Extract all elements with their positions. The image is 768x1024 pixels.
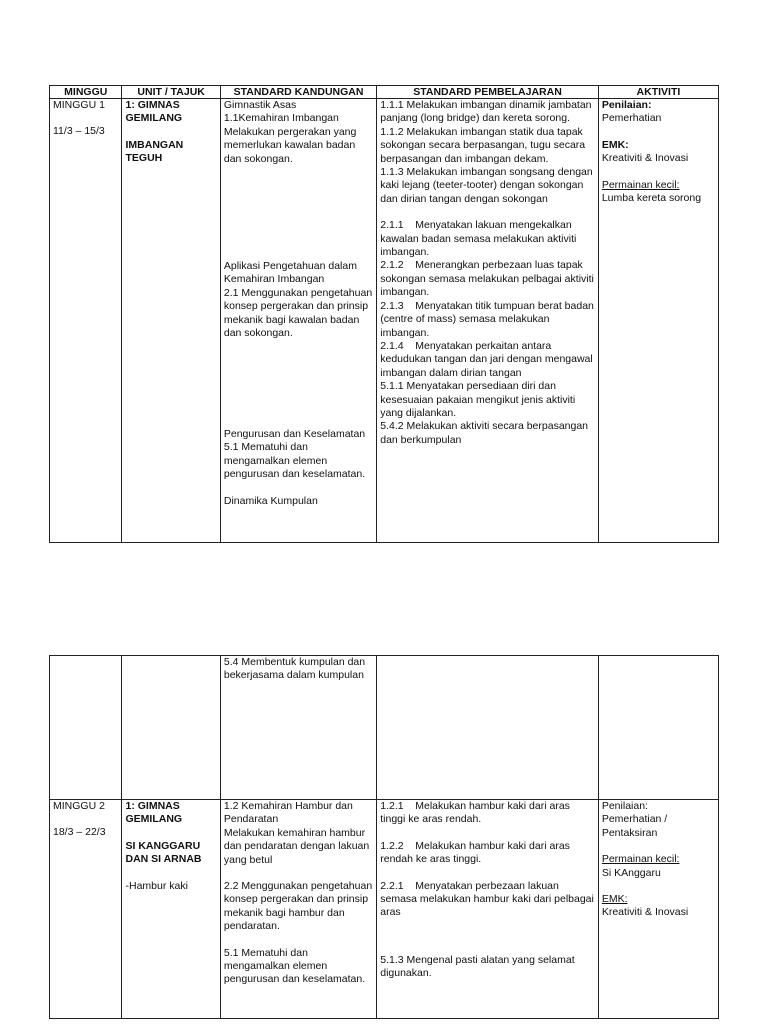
sk-block: Aplikasi Pengetahuan dalam Kemahiran Imbangan 2.1 Menggunakan pengetahuan konsep pergerakan dan prinsip mekanik bagi kawalan badan dan sokongan. (223, 260, 373, 340)
standard-pembelajaran-cell (377, 656, 599, 800)
sp-block: 1.1.1 Melakukan imbangan dinamik jambatan panjang (long bridge) dan kereta sorong. 1.1.2 Melakukan imbangan statik dua tapak sokongan secara berpasangan, tugu secara berpasangan dan imbangan dekam. 1.1.3 Melakukan imbangan songsang dengan kaki lejang (teeter-tooter) dengan sokongan dan dirian tangan dengan sokongan (380, 99, 593, 205)
topic-title: IMBANGAN TEGUH (125, 138, 184, 165)
standard-pembelajaran-cell (377, 800, 599, 1019)
emk-label: EMK: (601, 138, 629, 151)
subtopic: -Hambur kaki (125, 879, 188, 892)
unit-title: 1: GIMNAS GEMILANG (125, 800, 183, 826)
standard-kandungan-cell (220, 800, 376, 1019)
penilaian-value: Pemerhatian (601, 112, 662, 125)
sk-block: 5.1 Mematuhi dan mengamalkan elemen pengurusan dan keselamatan. (223, 946, 366, 986)
minggu-cell (50, 800, 122, 1019)
sp-block: 1.2.2 Melakukan hambur kaki dari aras rendah ke aras tinggi. (380, 839, 573, 866)
sk-block: 5.4 Membentuk kumpulan dan bekerjasama dalam kumpulan (223, 656, 369, 682)
emk-label: EMK: (601, 893, 628, 906)
penilaian-label: Penilaian: (601, 800, 648, 812)
aktiviti-cell (598, 800, 718, 1019)
unit-cell (122, 656, 220, 800)
header-standard-kandungan: STANDARD KANDUNGAN (220, 86, 376, 99)
sp-block: 1.2.1 Melakukan hambur kaki dari aras tinggi ke aras rendah. (380, 800, 573, 826)
sp-block: 2.1.1 Menyatakan lakuan mengekalkan kawalan badan semasa melakukan aktiviti imbangan. 2.1.2 Menerangkan perbezaan luas tapak sokongan semasa melakukan pelbagai aktiviti imbangan. 2.1.3 Menyatakan titik tumpuan berat badan (centre of mass) semasa melakukan imbangan. 2.1.4 Menyatakan perkaitan antara kedudukan tangan dan jari dengan mengawal imbangan dalam dirian tangan (380, 219, 594, 379)
emk-value: Kreativiti & Inovasi (601, 152, 689, 165)
emk-value: Kreativiti & Inovasi (601, 906, 689, 919)
standard-kandungan-cell (220, 99, 376, 543)
sk-block: Dinamika Kumpulan (223, 494, 318, 507)
permainan-value: Si KAnggaru (601, 866, 661, 879)
sk-block: Pengurusan dan Keselamatan 5.1 Mematuhi dan mengamalkan elemen pengurusan dan keselamatan. (223, 428, 366, 481)
sp-block: 5.1.3 Mengenal pasti alatan yang selamat digunakan. (380, 953, 578, 980)
week-label: MINGGU 1 (53, 99, 105, 111)
header-aktiviti: AKTIVITI (598, 86, 718, 99)
sp-block: 2.2.1 Menyatakan perbezaan lakuan semasa melakukan hambur kaki dari pelbagai aras (380, 879, 597, 919)
header-standard-pembelajaran: STANDARD PEMBELAJARAN (377, 86, 599, 99)
penilaian-value: Pemerhatian / Pentaksiran (601, 813, 668, 839)
sk-block: 1.2 Kemahiran Hambur dan Pendaratan Melakukan kemahiran hambur dan pendaratan dengan lakuan yang betul (223, 800, 370, 866)
header-minggu: MINGGU (50, 86, 122, 99)
unit-cell (122, 99, 220, 543)
week-label: MINGGU 2 (53, 800, 105, 812)
penilaian-label: Penilaian: (601, 99, 652, 111)
aktiviti-cell (598, 99, 718, 543)
table-row (50, 656, 719, 800)
permainan-label: Permainan kecil: (601, 853, 680, 866)
sp-block: 5.1.1 Menyatakan persediaan diri dan kesesuaian pakaian mengikut jenis aktiviti yang dijalankan. 5.4.2 Melakukan aktiviti secara berpasangan dan berkumpulan (380, 380, 589, 446)
header-row (50, 86, 719, 99)
sk-block: Gimnastik Asas 1.1Kemahiran Imbangan Melakukan pergerakan yang memerlukan kawalan badan dan sokongan. (223, 99, 357, 165)
permainan-value: Lumba kereta sorong (601, 192, 702, 205)
topic-title: SI KANGGARU DAN SI ARNAB (125, 839, 202, 866)
sk-block: 2.2 Menggunakan pengetahuan konsep pergerakan dan prinsip mekanik bagi hambur dan pendaratan. (223, 880, 376, 933)
unit-title: 1: GIMNAS GEMILANG (125, 99, 183, 125)
standard-pembelajaran-cell (377, 99, 599, 543)
aktiviti-cell (598, 656, 718, 800)
permainan-label: Permainan kecil: (601, 178, 680, 191)
unit-cell (122, 800, 220, 1019)
table-row (50, 99, 719, 543)
table-row (50, 800, 719, 1019)
syllabus-table-week2 (49, 655, 719, 1019)
standard-kandungan-cell (220, 656, 376, 800)
minggu-cell (50, 99, 122, 543)
header-unit-tajuk: UNIT / TAJUK (122, 86, 220, 99)
minggu-cell (50, 656, 122, 800)
week-dates: 18/3 – 22/3 (53, 826, 106, 839)
week-dates: 11/3 – 15/3 (53, 125, 105, 138)
syllabus-table-week1 (49, 85, 719, 543)
